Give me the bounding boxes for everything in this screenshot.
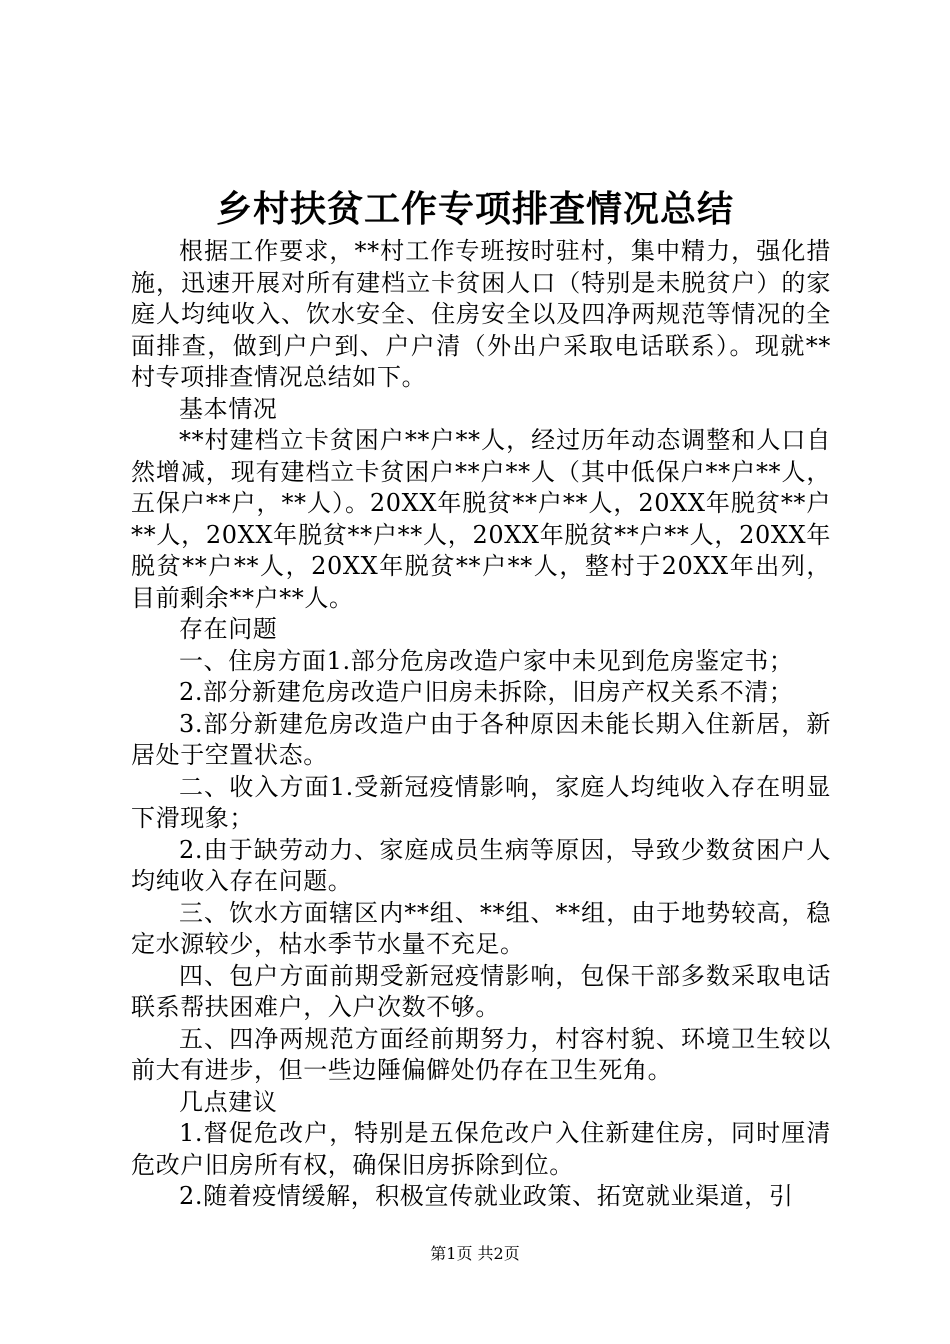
paragraph-housing-1: 一、住房方面1.部分危房改造户家中未见到危房鉴定书； — [179, 646, 794, 675]
section-heading-problems: 存在问题 — [179, 615, 278, 643]
paragraph-household: 四、包户方面前期受新冠疫情影响，包保干部多数采取电话联系帮扶困难户，入户次数不够。 — [131, 961, 831, 1021]
document-body — [131, 236, 831, 1213]
paragraph-suggestion-1: 1.督促危改户，特别是五保危改户入住新建住房，同时厘清危改户旧房所有权，确保旧房拆除到位。 — [131, 1119, 831, 1179]
section-heading-basic: 基本情况 — [179, 394, 278, 423]
section-heading-suggestions: 几点建议 — [179, 1087, 278, 1116]
paragraph-income-2: 2.由于缺劳动力、家庭成员生病等原因，导致少数贫困户人均纯收入存在问题。 — [131, 835, 831, 895]
page-footer: 第1页 共2页 — [430, 1244, 520, 1263]
paragraph-suggestion-2: 2.随着疫情缓解，积极宣传就业政策、拓宽就业渠道，引 — [179, 1182, 794, 1210]
paragraph-housing-3: 3.部分新建危房改造户由于各种原因未能长期入住新居，新居处于空置状态。 — [131, 709, 831, 769]
paragraph-income-1: 二、收入方面1.受新冠疫情影响，家庭人均纯收入存在明显下滑现象； — [131, 772, 831, 832]
paragraph-basic: **村建档立卡贫困户**户**人，经过历年动态调整和人口自然增减，现有建档立卡贫困户**户**人（其中低保户**户**人，五保户**户，**人）。20XX年脱贫**户**人，20XX年脱贫**户**人，20XX年脱贫**户**人，20XX年脱贫**户**人，20XX年脱贫**户**人，20XX年脱贫**户**人，整村于20XX年出列，目前剩余**户**人。 — [131, 426, 831, 612]
document-title: 乡村扶贫工作专项排查情况总结 — [215, 188, 734, 230]
paragraph-sanitation: 五、四净两规范方面经前期努力，村容村貌、环境卫生较以前大有进步，但一些边陲偏僻处仍存在卫生死角。 — [131, 1024, 831, 1084]
paragraph-intro: 根据工作要求，**村工作专班按时驻村，集中精力，强化措施，迅速开展对所有建档立卡贫困人口（特别是未脱贫户）的家庭人均纯收入、饮水安全、住房安全以及四净两规范等情况的全面排查，做到户户到、户户清（外出户采取电话联系）。现就**村专项排查情况总结如下。 — [131, 237, 831, 391]
paragraph-water: 三、饮水方面辖区内**组、**组、**组，由于地势较高，稳定水源较少，枯水季节水量不充足。 — [131, 898, 831, 958]
paragraph-housing-2: 2.部分新建危房改造户旧房未拆除，旧房产权关系不清； — [179, 678, 794, 706]
